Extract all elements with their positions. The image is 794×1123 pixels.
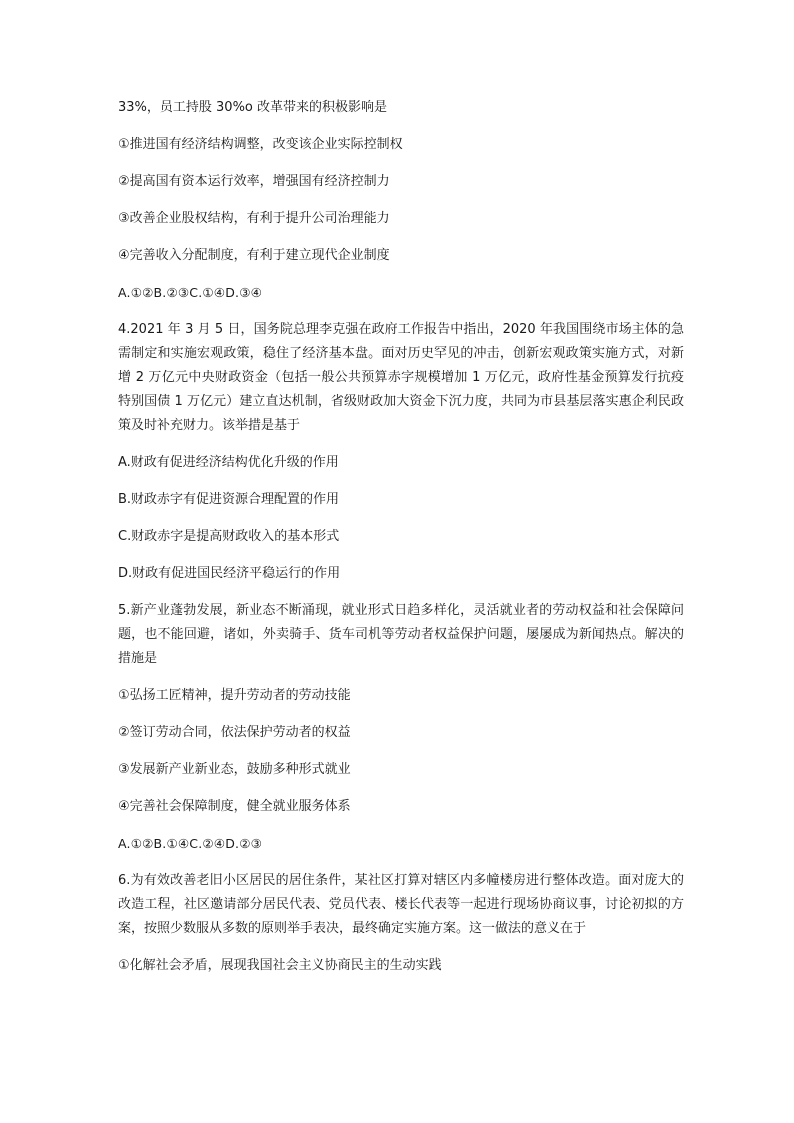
q5-answer-choices: A.①②B.①④C.②④D.②③ <box>118 836 263 851</box>
q4-choice-d: D.财政有促进国民经济平稳运行的作用 <box>118 566 341 581</box>
document-page <box>118 96 684 991</box>
q3-option-4: ④完善收入分配制度，有利于建立现代企业制度 <box>118 248 390 263</box>
q3-answer-choices: A.①②B.②③C.①④D.③④ <box>118 285 263 300</box>
q6-stem: 6.为有效改善老旧小区居民的居住条件，某社区打算对辖区内多幢楼房进行整体改造。面对庞大的改造工程，社区邀请部分居民代表、党员代表、楼长代表等一起进行现场协商议事，讨论初拟的方案，按照少数服从多数的原则举手表决，最终确定实施方案。这一做法的意义在于 <box>118 873 684 936</box>
q4-choice-a: A.财政有促进经济结构优化升级的作用 <box>118 455 339 470</box>
q3-option-3: ③改善企业股权结构，有利于提升公司治理能力 <box>118 211 390 226</box>
q6-option-1: ①化解社会矛盾，展现我国社会主义协商民主的生动实践 <box>118 958 442 973</box>
q3-option-2: ②提高国有资本运行效率，增强国有经济控制力 <box>118 174 390 189</box>
q5-option-2: ②签订劳动合同，依法保护劳动者的权益 <box>118 725 351 740</box>
q4-choice-c: C.财政赤字是提高财政收入的基本形式 <box>118 529 340 544</box>
q5-stem: 5.新产业蓬勃发展，新业态不断涌现，就业形式日趋多样化，灵活就业者的劳动权益和社会保障问题，也不能回避，诸如，外卖骑手、货车司机等劳动者权益保护问题，屡屡成为新闻热点。解决的措施是 <box>118 603 684 666</box>
q3-option-1: ①推进国有经济结构调整，改变该企业实际控制权 <box>118 137 403 152</box>
q4-choice-b: B.财政赤字有促进资源合理配置的作用 <box>118 492 340 507</box>
q4-stem: 4.2021 年 3 月 5 日，国务院总理李克强在政府工作报告中指出，2020 年我国围绕市场主体的急需制定和实施宏观政策，稳住了经济基本盘。面对历史罕见的冲击，创新宏观政策实施方式，对新增 2 万亿元中央财政资金（包括一般公共预算赤字规模增加 1 万亿元，政府性基金预算发行抗疫特别国债 1 万亿元）建立直达机制，省级财政加大资金下沉力度，共同为市县基层落实惠企利民政策及时补充财力。该举措是基于 <box>118 322 684 433</box>
q5-option-3: ③发展新产业新业态，鼓励多种形式就业 <box>118 762 351 777</box>
q5-option-1: ①弘扬工匠精神，提升劳动者的劳动技能 <box>118 688 351 703</box>
q5-option-4: ④完善社会保障制度，健全就业服务体系 <box>118 799 351 814</box>
q3-stem-tail: 33%，员工持股 30%o 改革带来的积极影响是 <box>118 100 388 115</box>
